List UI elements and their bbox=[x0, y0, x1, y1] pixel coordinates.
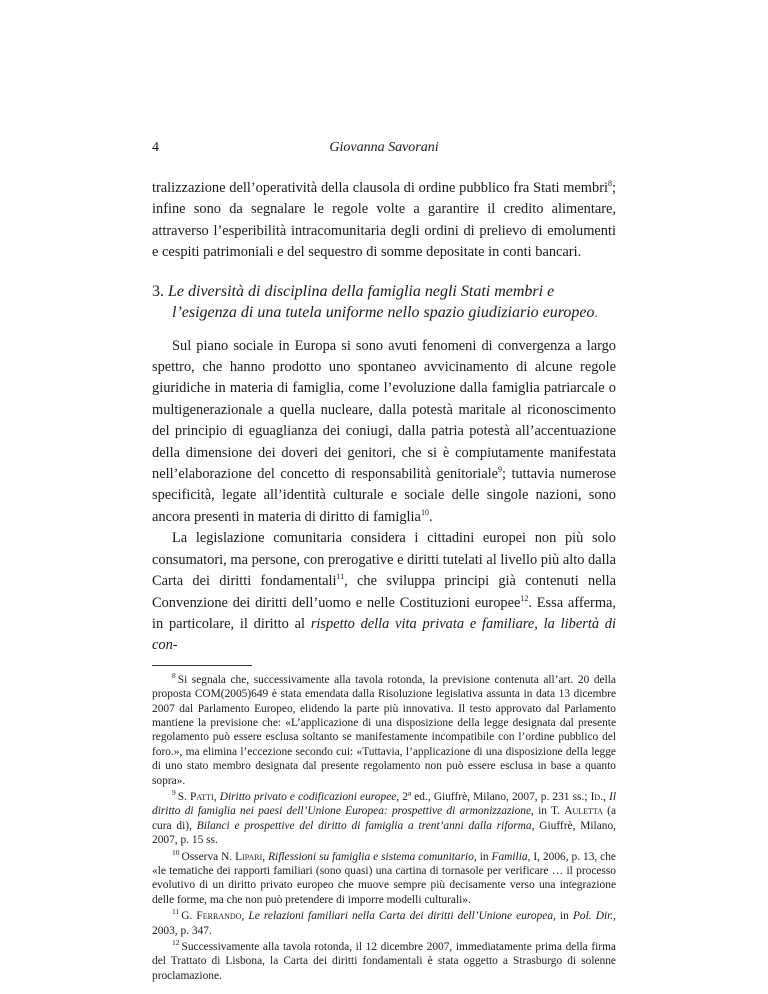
footnote-divider bbox=[152, 665, 252, 666]
text-run: , I, 2006, p. 13, che «le tematiche dei rapporti familiari (sono quasi) una cartina di tornasole per verificare … il processo evolutivo di un diritto privato europeo che muove sempre più decisamente verso una integrazione delle forme, ma che non può pretendere di imporre modelli culturali». bbox=[152, 850, 616, 906]
footnote-12 bbox=[152, 940, 616, 983]
paragraph-social-convergence bbox=[152, 336, 616, 529]
text-run-italic: rispetto della vita privata e familiare, la libertà di con- bbox=[152, 615, 616, 654]
footnote-number: 12 bbox=[172, 938, 180, 948]
text-run: , Giuffrè, Milano, 2007, p. 15 ss. bbox=[152, 819, 617, 847]
text-run: , in T. bbox=[531, 805, 565, 818]
footnote-11 bbox=[152, 909, 616, 938]
paragraph-community-legislation bbox=[152, 528, 616, 656]
text-run: . Essa afferma, in particolare, il diritto al bbox=[152, 594, 617, 632]
running-head bbox=[152, 140, 616, 158]
footnote-8 bbox=[152, 670, 616, 788]
work-title: Diritto privato e codificazioni europee bbox=[219, 790, 397, 803]
footnote-ref-8[interactable]: 8 bbox=[608, 179, 612, 189]
footnote-ref-12[interactable]: 12 bbox=[520, 593, 529, 603]
footnote-9 bbox=[152, 790, 616, 848]
text-run: Sul piano sociale in Europa si sono avuti fenomeni di convergenza a largo spettro, che hanno prodotto uno spontaneo avvicinamento di alcune regole giuridiche in materia di famiglia, come l’evoluzione dalla famiglia patriarcale o multigenerazionale a quella nucleare, dalla potestà maritale al riconoscimento del principio di eguaglianza dei coniugi, dalla patria potestà all’accentuazione della dimensione dei doveri dei genitori, che si è compiutamente manifestata nell’elaborazione del concetto di responsabilità genitoriale bbox=[152, 337, 616, 483]
text-run: G. bbox=[181, 910, 197, 923]
footnote-ref-11[interactable]: 11 bbox=[336, 572, 345, 582]
text-run: ; infine sono da segnalare le regole volte a garantire il credito alimentare, attraverso l’esperibilità intracomunitaria degli ordini di prelievo di emolumenti e cespiti patrimoniali e del sequestro di somme depositate in conti bancari. bbox=[152, 180, 616, 261]
text-run: ; tuttavia numerose specificità, legate all’identità culturale e sociale delle singole nazioni, sono ancora presenti in materia di diritto di famiglia bbox=[152, 466, 616, 525]
text-run: , bbox=[241, 910, 249, 923]
author-name: Auletta bbox=[564, 805, 603, 818]
text-run: La legislazione comunitaria considera i cittadini europei non più solo consumatori, ma persone, con prerogative e diritti tutelati al livello più alto dalla Carta dei diritti fondamentali bbox=[152, 530, 616, 590]
text-run: , bbox=[603, 790, 610, 803]
footnote-number: 11 bbox=[172, 907, 180, 917]
author-name: Ferrando bbox=[196, 910, 242, 923]
text-run: . bbox=[428, 508, 433, 525]
author-name: S. Patti bbox=[177, 790, 214, 803]
author-name: Id. bbox=[590, 790, 604, 803]
paragraph-continuation bbox=[152, 178, 616, 264]
footnote-number: 9 bbox=[172, 788, 176, 798]
page-content bbox=[152, 178, 616, 985]
text-run: , 2ª ed., Giuffrè, Milano, 2007, p. 231 ss.; bbox=[396, 790, 591, 803]
running-head-author: Giovanna Savorani bbox=[329, 140, 439, 155]
section-title: Le diversità di disciplina della famiglia negli Stati membri e l’esigenza di una tutela uniforme nello spazio giudiziario europeo bbox=[168, 282, 595, 321]
author-name: Lipari bbox=[235, 850, 263, 863]
text-run: Osserva N. bbox=[181, 850, 236, 863]
footnote-number: 10 bbox=[172, 847, 180, 857]
section-title-end: . bbox=[594, 304, 598, 320]
page-number: 4 bbox=[152, 140, 159, 155]
text-run: , che sviluppa principi già contenuti nella Convenzione dei diritti dell’uomo e nelle Costituzioni europee bbox=[152, 573, 616, 611]
text-run: , in bbox=[553, 910, 573, 923]
footnote-text: Si segnala che, successivamente alla tavola rotonda, la previsione contenuta all’art. 20 della proposta COM(2005)649 è stata emendata dalla Risoluzione legislativa assunta in data 13 dicembre 2007 dal Parlamento Europeo, elidendo la parte più innovativa. Il testo approvato dal Parlamento mantiene la previsione che: «L’applicazione di una disposizione della legge designata dal presente regolamento può essere esclusa soltanto se manifestamente incompatibile con l’ordine pubblico del foro.», ma elimina l’eccezione secondo cui: «Tuttavia, l’applicazione di una disposizione della legge di uno stato membro designata dal presente regolamento non può essere esclusa in base a quanto sopra». bbox=[152, 673, 616, 787]
journal-title: Familia bbox=[491, 850, 528, 863]
work-title: Bilanci e prospettive del diritto di famiglia a trent’anni dalla riforma bbox=[196, 819, 532, 832]
work-title: Le relazioni familiari nella Carta dei diritti dell’Unione europea bbox=[248, 910, 554, 923]
text-run: , 2003, p. 347. bbox=[152, 910, 617, 937]
footnote-number: 8 bbox=[172, 670, 176, 680]
footnote-ref-10[interactable]: 10 bbox=[420, 508, 429, 518]
text-run: , bbox=[213, 790, 220, 803]
text-run: (a cura di), bbox=[152, 805, 616, 832]
section-number: 3. bbox=[152, 282, 164, 300]
text-run: , bbox=[262, 850, 269, 863]
footnote-text: Successivamente alla tavola rotonda, il 12 dicembre 2007, immediatamente prima della firma del Trattato di Lisbona, la Carta dei diritti fondamentali è stata oggetto a Strasburgo di solenne proclamazione. bbox=[152, 941, 616, 982]
text-run: in bbox=[476, 850, 492, 863]
journal-title: Pol. Dir. bbox=[572, 910, 614, 923]
footnote-10 bbox=[152, 847, 616, 908]
footnote-ref-9[interactable]: 9 bbox=[498, 465, 503, 475]
text-run: tralizzazione dell’operatività della clausola di ordine pubblico fra Stati membri bbox=[152, 180, 608, 196]
section-heading bbox=[152, 281, 616, 323]
work-title: Il diritto di famiglia nei paesi dell’Unione Europea: prospettive di armonizzazione bbox=[152, 790, 617, 818]
work-title: Riflessioni su famiglia e sistema comunitario, bbox=[268, 850, 477, 863]
